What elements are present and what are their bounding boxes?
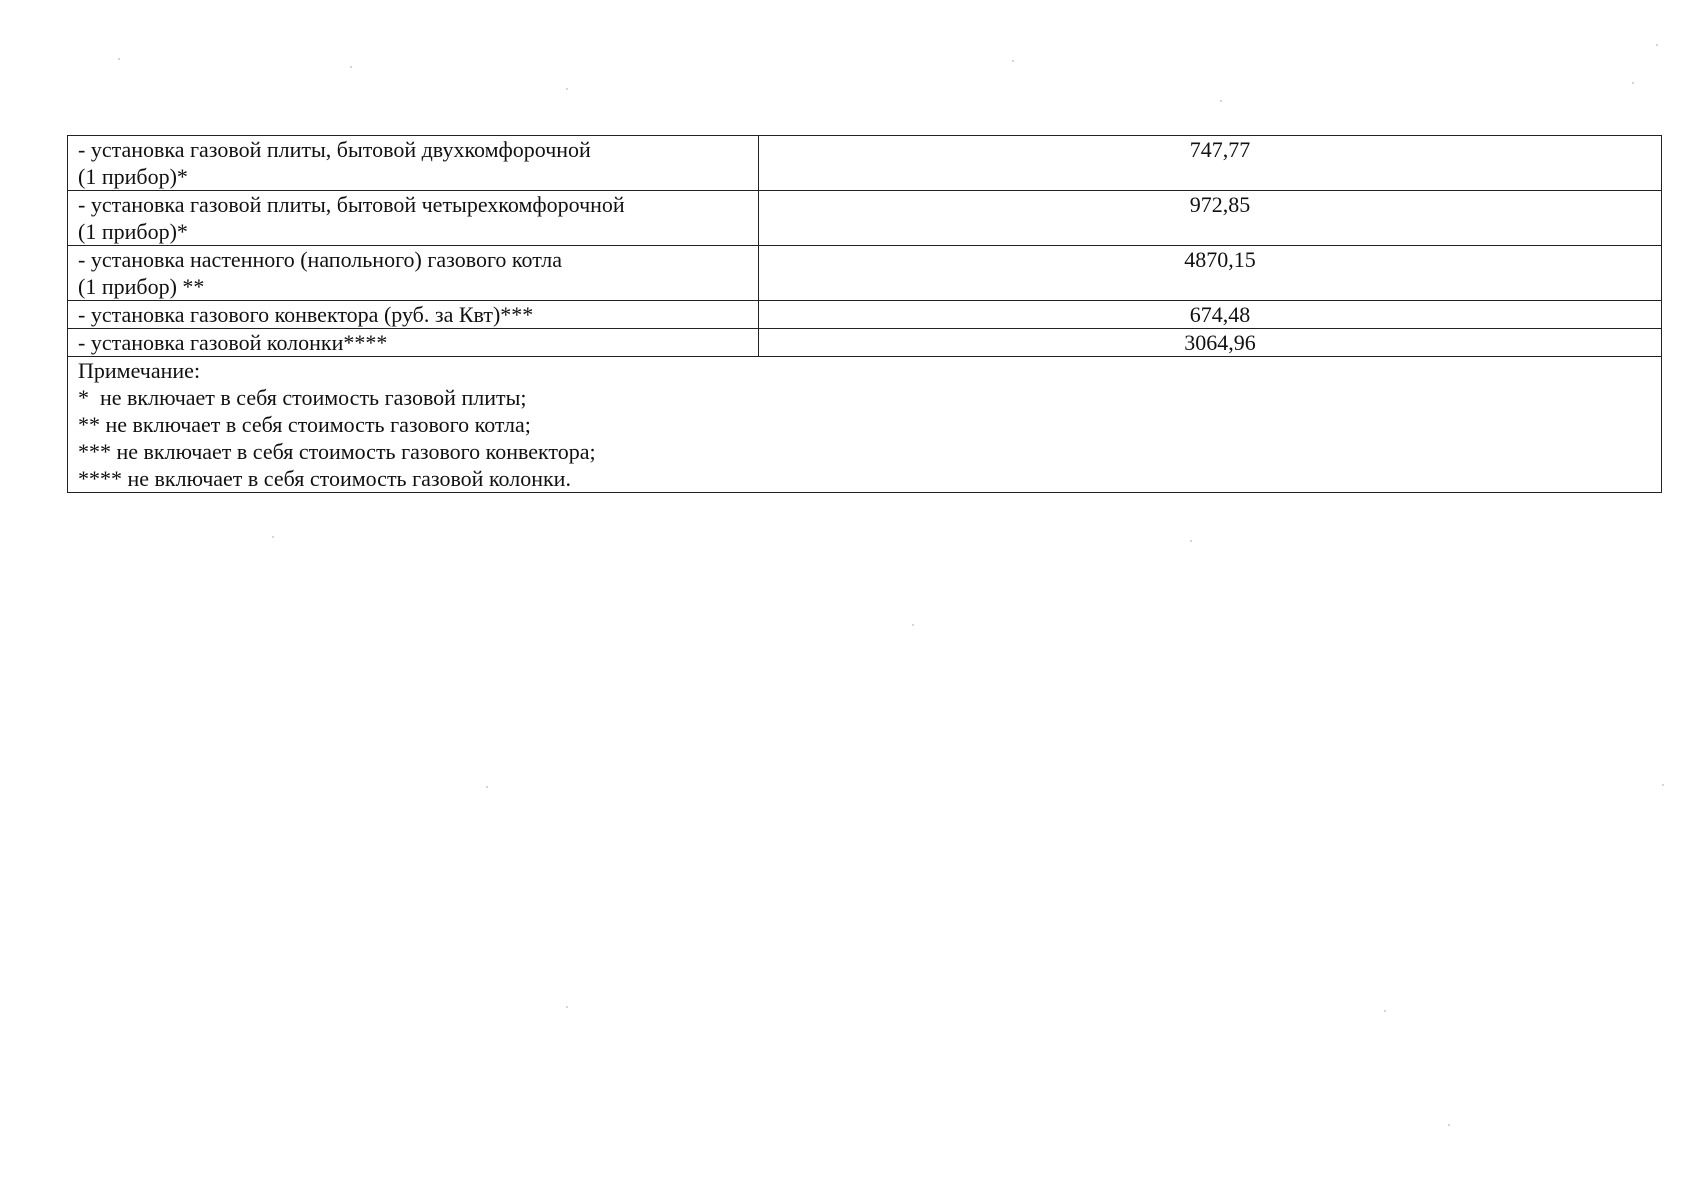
price-value: 4870,15 [1184, 247, 1256, 272]
price-value: 972,85 [1189, 192, 1251, 217]
service-text: - установка газовой плиты, бытовой двухкомфорочной [78, 137, 591, 162]
table-row [68, 246, 1662, 301]
service-text: (1 прибор)* [78, 219, 188, 244]
scan-speck [1190, 540, 1192, 542]
scan-speck [1012, 60, 1014, 62]
service-cell [68, 246, 759, 301]
price-cell [759, 136, 1662, 191]
note-line: * не включает в себя стоимость газовой плиты; [78, 385, 527, 410]
note-cell [68, 357, 1662, 493]
scan-speck [1384, 1010, 1386, 1012]
service-text: (1 прибор) ** [78, 274, 205, 299]
table-row [68, 191, 1662, 246]
price-value: 674,48 [1189, 302, 1251, 327]
scan-speck [350, 66, 352, 68]
service-text: (1 прибор)* [78, 164, 188, 189]
price-cell [759, 246, 1662, 301]
scan-speck [566, 88, 568, 90]
price-cell [759, 301, 1662, 329]
service-text: - установка газового конвектора (руб. за Квт)*** [78, 302, 534, 327]
service-cell [68, 191, 759, 246]
note-line: *** не включает в себя стоимость газового конвектора; [78, 439, 596, 464]
note-row [68, 357, 1662, 493]
service-cell [68, 136, 759, 191]
scan-speck [1448, 1124, 1450, 1126]
service-text: - установка настенного (напольного) газового котла [78, 247, 563, 272]
scan-speck [1656, 44, 1658, 46]
scan-speck [912, 624, 914, 626]
table-row [68, 136, 1662, 191]
note-line: **** не включает в себя стоимость газовой колонки. [78, 466, 571, 491]
table-row [68, 301, 1662, 329]
price-cell [759, 329, 1662, 357]
scan-speck [272, 536, 274, 538]
scan-speck [118, 58, 120, 60]
service-cell [68, 301, 759, 329]
scan-speck [486, 786, 488, 788]
service-cell [68, 329, 759, 357]
price-value: 3064,96 [1184, 330, 1256, 355]
note-title: Примечание: [78, 358, 201, 383]
service-text: - установка газовой колонки**** [78, 330, 388, 355]
service-text: - установка газовой плиты, бытовой четырехкомфорочной [78, 192, 625, 217]
price-cell [759, 191, 1662, 246]
scan-speck [1662, 784, 1664, 786]
scan-speck [1632, 82, 1634, 84]
table-row [68, 329, 1662, 357]
note-line: ** не включает в себя стоимость газового котла; [78, 412, 531, 437]
scan-speck [1220, 100, 1222, 102]
scan-speck [566, 1006, 568, 1008]
price-value: 747,77 [1189, 137, 1251, 162]
price-table [67, 135, 1662, 493]
